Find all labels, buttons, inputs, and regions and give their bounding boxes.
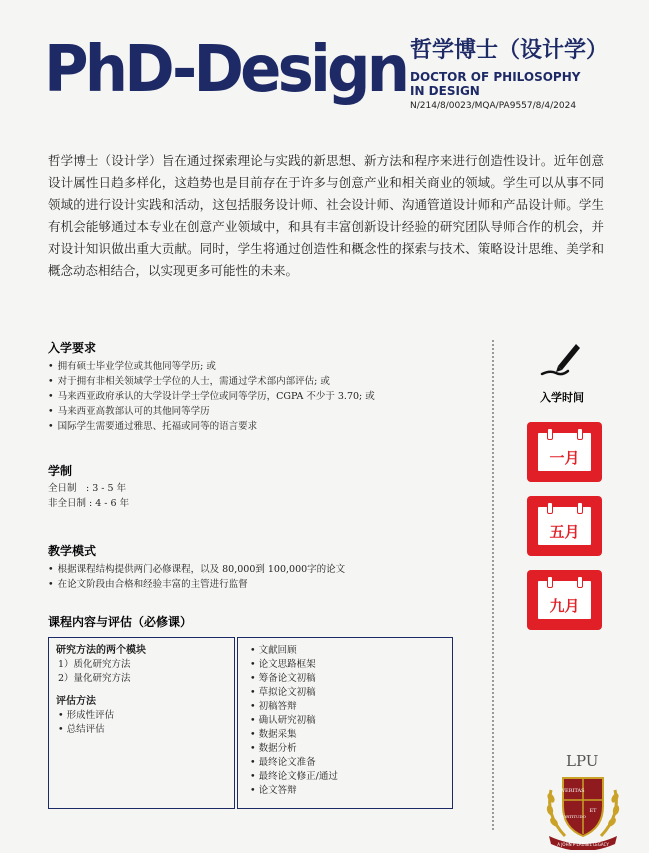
teaching-mode-section xyxy=(48,543,478,592)
list-item: • 马来西亚高教部认可的其他同等学历 xyxy=(48,404,478,419)
crest-ribbon-text: A JOHN P LAUSEL LEGACY xyxy=(557,842,609,847)
intake-september-calendar-icon xyxy=(527,570,602,630)
list-item: • 马来西亚政府承认的大学设计学士学位或同等学历，CGPA 不少于 3.70; 或 xyxy=(48,389,478,404)
program-title-zh: 哲学博士（设计学） xyxy=(410,37,609,63)
university-logo-text: LPU xyxy=(566,752,599,770)
list-item: • 对于拥有非相关领域学士学位的人士，需通过学术部内部评估; 或 xyxy=(48,374,478,389)
list-item: • 数据分析 xyxy=(250,743,297,754)
list-item: • 根据课程结构提供两门必修课程，以及 80,000到 100,000字的论文 xyxy=(48,562,478,577)
intake-may-calendar-icon xyxy=(527,496,602,556)
list-item: • 总结评估 xyxy=(58,724,105,735)
list-item: • 国际学生需要通过雅思、托福或同等的语言要求 xyxy=(48,419,478,434)
intake-january-calendar-icon xyxy=(527,422,602,482)
brand-wordmark: PhD-Design xyxy=(44,33,407,107)
accreditation-code: N/214/8/0023/MQA/PA9557/8/4/2024 xyxy=(410,101,577,111)
intake-month: 九月 xyxy=(549,597,580,615)
course-content-title: 课程内容与评估（必修课） xyxy=(48,615,193,629)
intro-paragraph: 哲学博士（设计学）旨在通过探索理论与实践的新思想、新方法和程序来进行创造性设计。近年创意设计属性日趋多样化，这趋势也是目前存在于许多与创意产业和相关商业的领域。学生可以从事不同领域的进行设计实践和活动，这包括服务设计师、社会设计师、沟通管道设计师和产品设计师。学生有机会能够通过本专业在创意产业领域中，和具有丰富创新设计经验的研究团队导师合作的机会，并对设计知识做出重大贡献。同时，学生将通过创造性和概念性的探索与技术、策略设计思维、美学和概念动态相结合，以实现更多可能性的未来。 xyxy=(48,153,604,278)
list-item: 2）量化研究方法 xyxy=(58,673,131,684)
assessment-title: 评估方法 xyxy=(56,696,96,707)
list-item: 1）质化研究方法 xyxy=(58,659,131,670)
part-time-duration: 非全日制 : 4 - 6 年 xyxy=(48,498,130,509)
crest-motto-1: VERITAS xyxy=(561,788,585,794)
university-crest-icon xyxy=(543,770,623,850)
thesis-stages-box xyxy=(237,637,453,809)
list-item: • 论文思路框架 xyxy=(250,659,316,670)
duration-title: 学制 xyxy=(48,464,73,478)
intake-month: 一月 xyxy=(549,449,580,467)
research-methods-title: 研究方法的两个模块 xyxy=(56,645,146,656)
program-title-en: DOCTOR OF PHILOSOPHY IN DESIGN xyxy=(410,70,581,98)
list-item: • 论文答辩 xyxy=(250,785,297,796)
duration-section xyxy=(48,463,348,511)
pen-writing-icon xyxy=(538,340,582,380)
entry-requirements-title: 入学要求 xyxy=(48,341,97,355)
list-item: • 在论文阶段由合格和经验丰富的主管进行监督 xyxy=(48,577,478,592)
intake-month: 五月 xyxy=(549,523,580,541)
list-item: • 数据采集 xyxy=(250,729,297,740)
entry-requirements-list xyxy=(48,359,478,434)
crest-motto-2: ET xyxy=(589,808,597,814)
list-item: • 文献回顾 xyxy=(250,645,297,656)
dotted-divider xyxy=(492,340,494,830)
list-item: • 形成性评估 xyxy=(58,710,115,721)
teaching-mode-title: 教学模式 xyxy=(48,544,97,558)
list-item: • 最终论文准备 xyxy=(250,757,316,768)
list-item: • 草拟论文初稿 xyxy=(250,687,316,698)
teaching-mode-list xyxy=(48,562,478,592)
entry-requirements-section xyxy=(48,340,478,434)
intake-label: 入学时间 xyxy=(540,391,584,404)
full-time-duration: 全日制 : 3 - 5 年 xyxy=(48,483,127,494)
list-item: • 拥有硕士毕业学位或其他同等学历; 或 xyxy=(48,359,478,374)
list-item: • 筹备论文初稿 xyxy=(250,673,316,684)
list-item: • 初稿答辩 xyxy=(250,701,297,712)
list-item: • 确认研究初稿 xyxy=(250,715,316,726)
research-methods-box xyxy=(48,637,235,809)
list-item: • 最终论文修正/通过 xyxy=(250,771,338,782)
crest-motto-3: FORTITUDO xyxy=(560,814,586,819)
